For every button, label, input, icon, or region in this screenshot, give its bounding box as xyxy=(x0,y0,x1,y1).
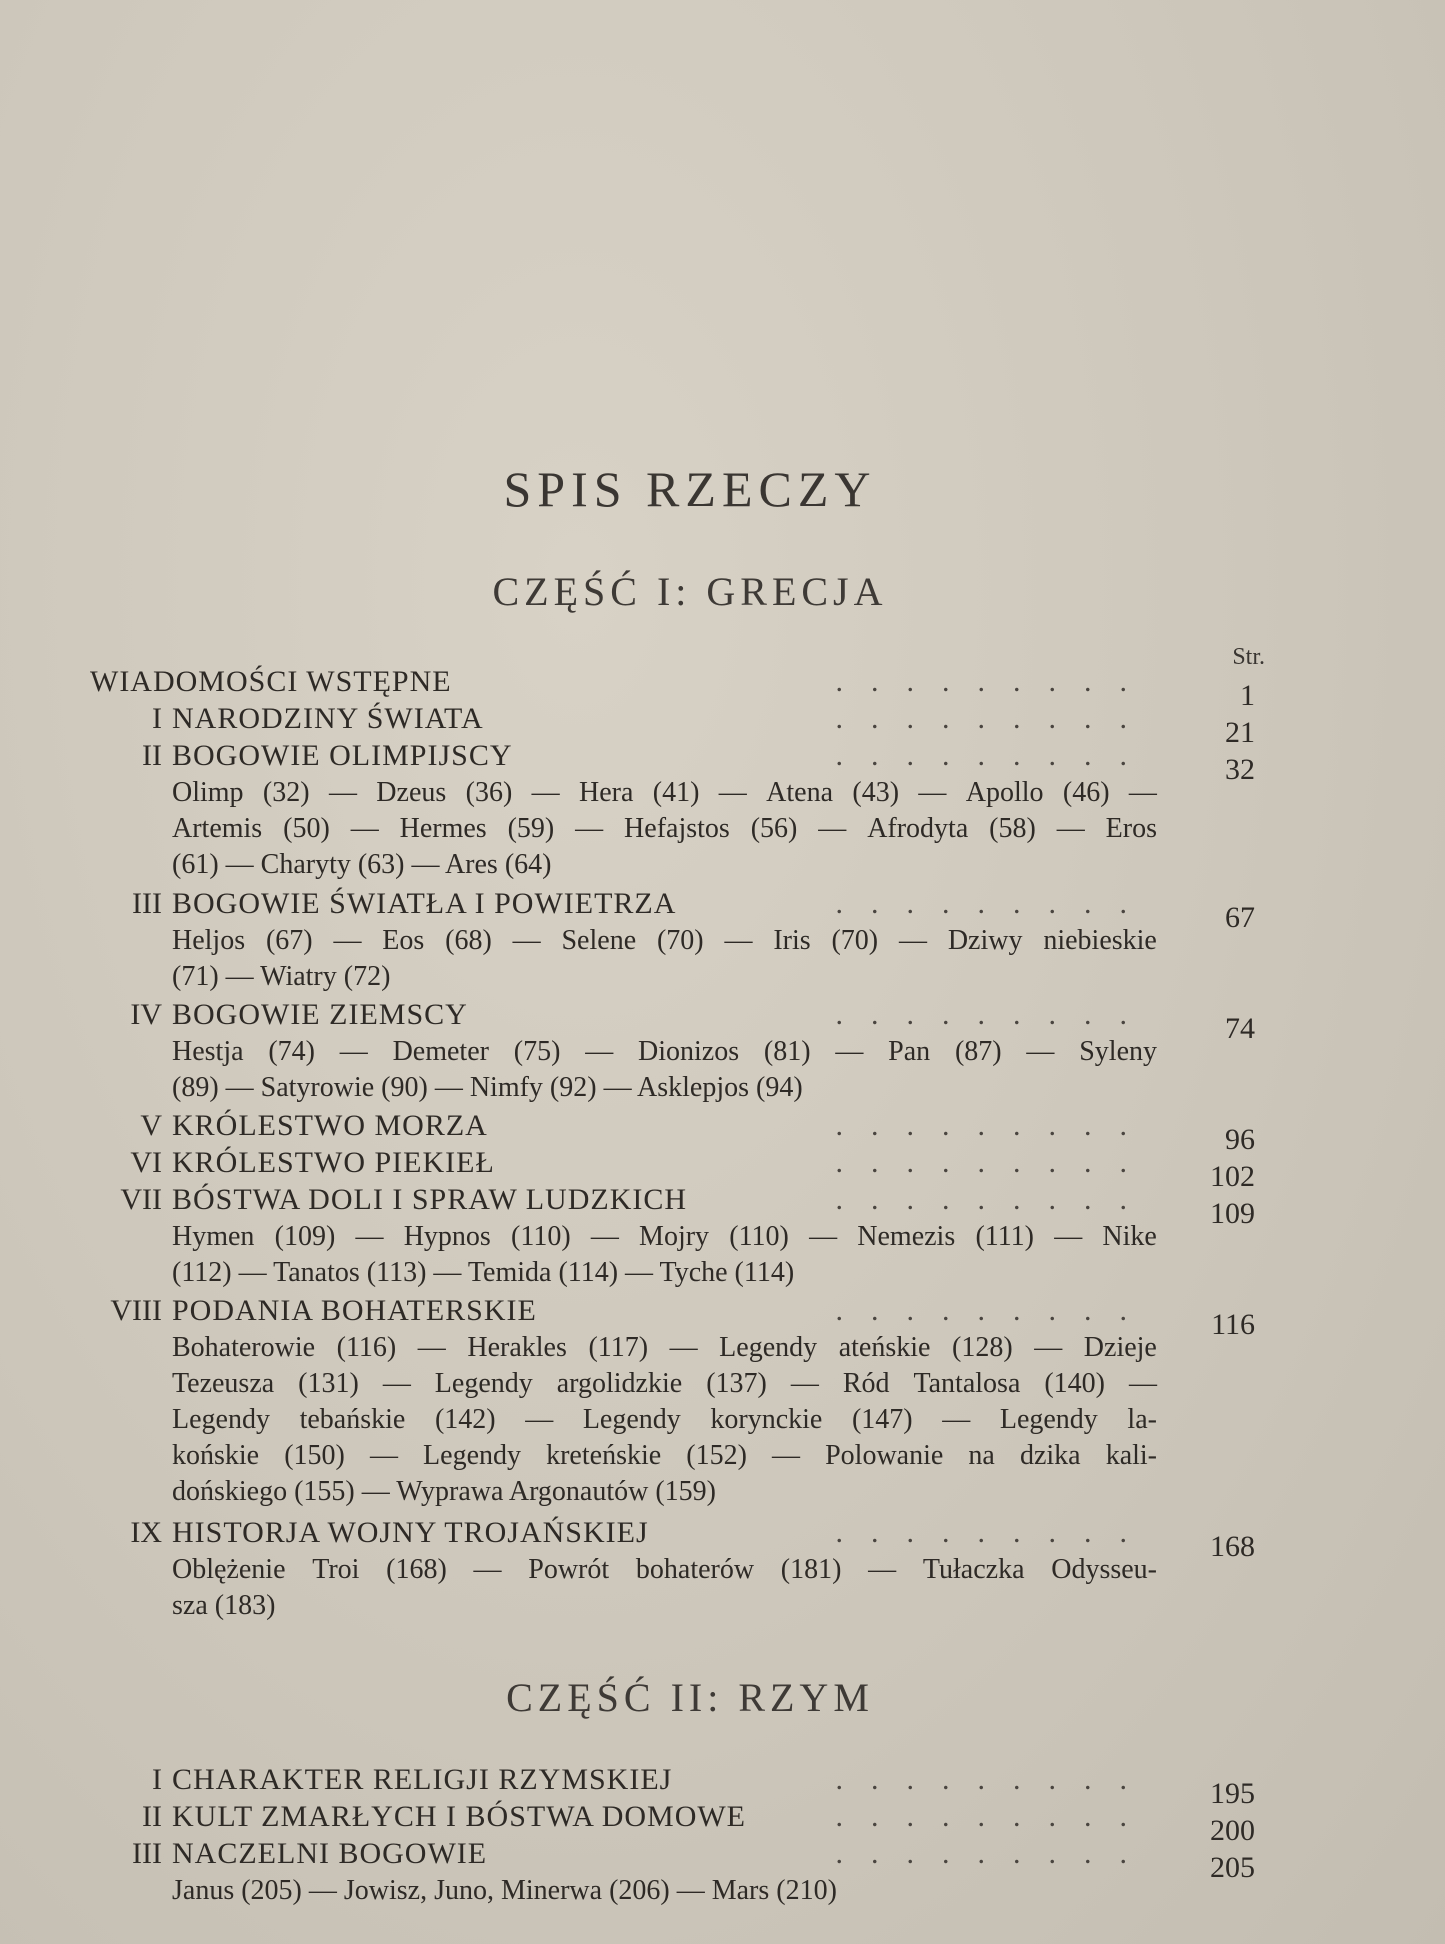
word: (81) xyxy=(763,1036,811,1067)
toc-entry xyxy=(90,1182,1255,1230)
word: niebieskie xyxy=(1043,925,1157,956)
word: (41) xyxy=(652,777,700,808)
word: — xyxy=(328,777,357,808)
word: (70) xyxy=(656,925,704,956)
word: Dziwy xyxy=(947,925,1023,956)
word: Tantalosa xyxy=(913,1368,1021,1399)
toc-entry xyxy=(90,738,1255,786)
word: — xyxy=(1054,1221,1083,1252)
page-number: 1 xyxy=(1240,679,1255,712)
chapter-contents xyxy=(172,1219,1157,1291)
chapter-number: IX xyxy=(130,1516,162,1549)
word: — xyxy=(1128,777,1157,808)
word: korynckie xyxy=(710,1404,823,1435)
word: (131) xyxy=(298,1368,359,1399)
chapter-title: BOGOWIE OLIMPIJSCY xyxy=(172,739,513,772)
leader-dots: ......... xyxy=(835,1837,1155,1870)
word: (70) xyxy=(831,925,879,956)
word: — xyxy=(333,925,362,956)
leader-dots: ......... xyxy=(835,1800,1155,1833)
word: — xyxy=(718,777,747,808)
word: — xyxy=(1026,1036,1055,1067)
chapter-contents xyxy=(172,1330,1157,1510)
chapter-number: IV xyxy=(130,998,162,1031)
word: — xyxy=(772,1440,801,1471)
word: — xyxy=(918,777,947,808)
word: (110) xyxy=(729,1221,789,1252)
word: (168) xyxy=(386,1554,447,1585)
word: (181) xyxy=(780,1554,842,1585)
word: Iris xyxy=(773,925,811,956)
word: la- xyxy=(1127,1404,1157,1435)
chapter-number: II xyxy=(142,1800,162,1833)
word: Eros xyxy=(1105,813,1157,844)
word: — xyxy=(585,1036,614,1067)
part-2-title: CZĘŚĆ II: RZYM xyxy=(506,1675,874,1720)
contents-line: dońskiego (155) — Wyprawa Argonautów (159) xyxy=(172,1476,716,1507)
word: — xyxy=(339,1036,368,1067)
toc-entry xyxy=(90,1799,1255,1847)
leader-dots: ......... xyxy=(835,665,1155,698)
toc-entry xyxy=(90,1145,1255,1193)
word: (50) xyxy=(283,813,330,844)
leader-dots: ......... xyxy=(835,739,1155,772)
word: ateńskie xyxy=(838,1332,931,1363)
word: — xyxy=(809,1221,838,1252)
leader-dots: ......... xyxy=(835,702,1155,735)
contents-line xyxy=(172,1330,1157,1366)
page-column-label: Str. xyxy=(1232,644,1265,670)
word: Atena xyxy=(766,777,834,808)
word: Hermes xyxy=(399,813,487,844)
word: kreteńskie xyxy=(546,1440,662,1471)
word: — xyxy=(355,1221,384,1252)
word: — xyxy=(531,777,560,808)
word: (137) xyxy=(706,1368,767,1399)
word: (43) xyxy=(852,777,900,808)
word: (152) xyxy=(686,1440,747,1471)
word: (74) xyxy=(268,1036,315,1067)
word: (110) xyxy=(511,1221,571,1252)
word: (56) xyxy=(750,813,798,844)
page-number: 200 xyxy=(1210,1814,1255,1847)
word: Pan xyxy=(888,1036,931,1067)
contents-line: Janus (205) — Jowisz, Juno, Minerwa (206) — Mars (210) xyxy=(172,1875,837,1906)
word: (75) xyxy=(513,1036,561,1067)
page-number: 74 xyxy=(1225,1012,1255,1045)
page-number: 21 xyxy=(1225,716,1255,749)
word: — xyxy=(790,1368,819,1399)
toc-entry xyxy=(90,997,1255,1045)
word: Demeter xyxy=(392,1036,489,1067)
word: Dionizos xyxy=(638,1036,740,1067)
word: (109) xyxy=(274,1221,336,1252)
word: Tułaczka xyxy=(922,1554,1025,1585)
word: (117) xyxy=(588,1332,649,1363)
word: Powrót xyxy=(528,1554,610,1585)
toc-entry xyxy=(90,664,1255,712)
contents-line xyxy=(172,1034,1157,1070)
chapter-title: NARODZINY ŚWIATA xyxy=(172,702,484,735)
word: Artemis xyxy=(172,813,263,844)
word: — xyxy=(1034,1332,1063,1363)
word: (150) xyxy=(284,1440,345,1471)
part-1-title: CZĘŚĆ I: GRECJA xyxy=(492,569,888,614)
word: — xyxy=(1129,1368,1157,1399)
word: Bohaterowie xyxy=(172,1332,316,1363)
word: — xyxy=(525,1404,554,1435)
chapter-number: VI xyxy=(130,1146,162,1179)
chapter-title: PODANIA BOHATERSKIE xyxy=(172,1294,537,1327)
word: — xyxy=(512,925,541,956)
leader-dots: ......... xyxy=(835,1763,1155,1796)
word: — xyxy=(417,1332,446,1363)
contents-line xyxy=(172,1402,1157,1438)
word: Tezeusza xyxy=(172,1368,275,1399)
page-number: 109 xyxy=(1210,1197,1255,1230)
word: — xyxy=(942,1404,971,1435)
chapter-contents xyxy=(172,1552,1157,1624)
word: dzika xyxy=(1019,1440,1081,1471)
word: Legendy xyxy=(719,1332,818,1363)
word: — xyxy=(724,925,753,956)
leader-dots: ......... xyxy=(835,1516,1155,1549)
chapter-title: NACZELNI BOGOWIE xyxy=(172,1837,488,1870)
contents-line: (71) — Wiatry (72) xyxy=(172,961,391,992)
word: (147) xyxy=(851,1404,913,1435)
leader-dots: ......... xyxy=(835,1109,1155,1142)
contents-line xyxy=(172,1366,1157,1402)
toc-entry xyxy=(90,1515,1255,1563)
word: Legendy xyxy=(423,1440,522,1471)
word: Mojry xyxy=(639,1221,710,1252)
contents-line xyxy=(172,1552,1157,1588)
contents-line: (89) — Satyrowie (90) — Nimfy (92) — Asklepjos (94) xyxy=(172,1072,803,1103)
word: — xyxy=(369,1440,398,1471)
word: — xyxy=(575,813,604,844)
page-number: 67 xyxy=(1225,901,1255,934)
word: (59) xyxy=(507,813,555,844)
word: bohaterów xyxy=(635,1554,755,1585)
contents-line xyxy=(172,775,1157,811)
contents-line: (61) — Charyty (63) — Ares (64) xyxy=(172,849,552,880)
word: (36) xyxy=(465,777,513,808)
word: (140) xyxy=(1044,1368,1106,1399)
word: Herakles xyxy=(467,1332,567,1363)
word: argolidzkie xyxy=(556,1368,683,1399)
word: — xyxy=(350,813,379,844)
word: — xyxy=(1056,813,1085,844)
chapter-title: HISTORJA WOJNY TROJAŃSKIEJ xyxy=(172,1516,649,1549)
word: Heljos xyxy=(172,925,246,956)
chapter-number: VIII xyxy=(110,1294,162,1327)
contents-line xyxy=(172,811,1157,847)
chapter-title: KRÓLESTWO MORZA xyxy=(172,1109,488,1142)
word: (111) xyxy=(975,1221,1035,1252)
word: Nike xyxy=(1102,1221,1157,1252)
chapter-title: BOGOWIE ZIEMSCY xyxy=(172,998,468,1031)
chapter-contents xyxy=(172,775,1157,883)
page-number: 32 xyxy=(1225,753,1255,786)
word: (68) xyxy=(445,925,492,956)
word: — xyxy=(473,1554,502,1585)
chapter-title: KULT ZMARŁYCH I BÓSTWA DOMOWE xyxy=(172,1800,747,1833)
word: końskie xyxy=(172,1440,260,1471)
word: Oblężenie xyxy=(172,1554,286,1585)
word: — xyxy=(382,1368,411,1399)
chapter-contents xyxy=(172,1034,1157,1106)
word: Legendy xyxy=(999,1404,1098,1435)
contents-line xyxy=(172,1219,1157,1255)
word: Afrodyta xyxy=(867,813,969,844)
word: (116) xyxy=(336,1332,397,1363)
word: (58) xyxy=(989,813,1036,844)
chapter-title: CHARAKTER RELIGJI RZYMSKIEJ xyxy=(172,1763,673,1796)
word: Dzeus xyxy=(376,777,447,808)
word: kali- xyxy=(1105,1440,1157,1471)
chapter-number: I xyxy=(152,1763,162,1796)
leader-dots: ......... xyxy=(835,998,1155,1031)
word: Syleny xyxy=(1079,1036,1157,1067)
chapter-title: KRÓLESTWO PIEKIEŁ xyxy=(172,1146,495,1179)
contents-line xyxy=(172,923,1157,959)
chapter-title: BOGOWIE ŚWIATŁA I POWIETRZA xyxy=(172,887,677,920)
chapter-number: I xyxy=(152,702,162,735)
contents-line: (112) — Tanatos (113) — Temida (114) — Tyche (114) xyxy=(172,1257,795,1288)
toc-entry xyxy=(90,1762,1255,1810)
word: Hestja xyxy=(172,1036,244,1067)
page-number: 96 xyxy=(1225,1123,1255,1156)
chapter-number: II xyxy=(142,739,162,772)
leader-dots: ......... xyxy=(835,1183,1155,1216)
word: Hypnos xyxy=(403,1221,491,1252)
chapter-contents xyxy=(172,923,1157,995)
word: — xyxy=(590,1221,619,1252)
word: (128) xyxy=(952,1332,1013,1363)
word: Ród xyxy=(842,1368,890,1399)
word: Olimp xyxy=(172,777,244,808)
toc-entry xyxy=(90,886,1255,934)
word: (87) xyxy=(954,1036,1002,1067)
word: (142) xyxy=(434,1404,496,1435)
toc-entry xyxy=(90,1836,1255,1884)
page-title: SPIS RZECZY xyxy=(503,461,877,517)
word: Legendy xyxy=(172,1404,270,1435)
word: Hera xyxy=(579,777,634,808)
page-number: 205 xyxy=(1210,1851,1255,1884)
chapter-number: V xyxy=(140,1109,162,1142)
word: (32) xyxy=(262,777,310,808)
leader-dots: ......... xyxy=(835,1146,1155,1179)
page-number: 195 xyxy=(1210,1777,1255,1810)
word: (46) xyxy=(1062,777,1110,808)
word: — xyxy=(835,1036,864,1067)
word: Legendy xyxy=(434,1368,533,1399)
chapter-number: VII xyxy=(120,1183,162,1216)
word: Nemezis xyxy=(857,1221,956,1252)
chapter-contents xyxy=(172,1873,1157,1909)
word: — xyxy=(818,813,847,844)
leader-dots: ......... xyxy=(835,887,1155,920)
word: (67) xyxy=(265,925,313,956)
word: Hymen xyxy=(172,1221,255,1252)
contents-line xyxy=(172,1438,1157,1474)
word: Polowanie xyxy=(825,1440,944,1471)
word: Hefajstos xyxy=(624,813,730,844)
toc-entry xyxy=(90,701,1255,749)
chapter-number: III xyxy=(132,887,162,920)
chapter-title: WIADOMOŚCI WSTĘPNE xyxy=(90,665,452,698)
word: Eos xyxy=(382,925,425,956)
word: Legendy xyxy=(582,1404,681,1435)
page-number: 116 xyxy=(1211,1308,1255,1341)
word: — xyxy=(868,1554,897,1585)
word: Troi xyxy=(312,1554,360,1585)
chapter-number: III xyxy=(132,1837,162,1870)
word: na xyxy=(968,1440,995,1471)
word: Selene xyxy=(561,925,637,956)
contents-line: sza (183) xyxy=(172,1590,276,1621)
page-number: 168 xyxy=(1210,1530,1255,1563)
toc-entry xyxy=(90,1108,1255,1156)
leader-dots: ......... xyxy=(835,1294,1155,1327)
word: tebańskie xyxy=(299,1404,406,1435)
word: Dzieje xyxy=(1083,1332,1157,1363)
word: Apollo xyxy=(965,777,1044,808)
page-number: 102 xyxy=(1210,1160,1255,1193)
word: — xyxy=(669,1332,698,1363)
chapter-title: BÓSTWA DOLI I SPRAW LUDZKICH xyxy=(172,1183,688,1216)
word: Odysseu- xyxy=(1051,1554,1157,1585)
toc-entry xyxy=(90,1293,1255,1341)
word: — xyxy=(898,925,927,956)
